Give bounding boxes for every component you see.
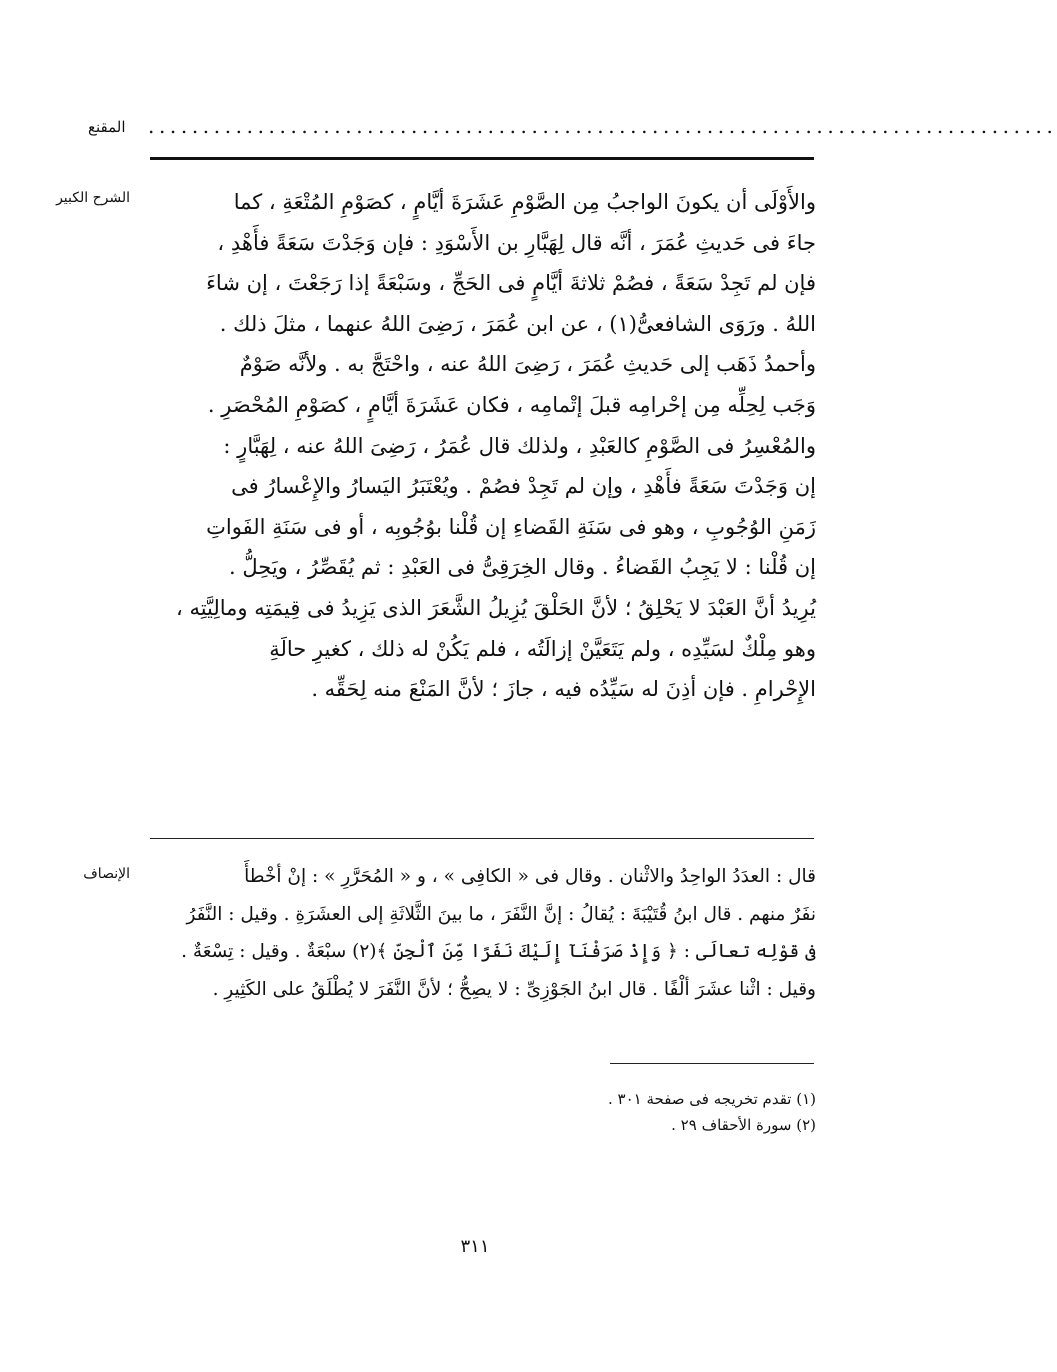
main-line: اللهُ . ورَوَى الشافعىُّ(١) ، عن ابن عُمَرَ ، رَضِىَ اللهُ عنهما ، مثلَ ذلك . xyxy=(219,311,816,336)
main-line: فإن لم تَجِدْ سَعَةً ، فصُمْ ثلاثةَ أيَّامٍ فى الحَجِّ ، وسَبْعَةً إذا رَجَعْتَ ، إن شاءَ xyxy=(206,271,816,296)
main-line: والمُعْسِرُ فى الصَّوْمِ كالعَبْدِ ، ولذلك قال عُمَرُ ، رَضِىَ اللهُ عنه ، لِهَبَّارٍ : xyxy=(223,433,816,458)
main-line: إن قُلْنا : لا يَجِبُ القَضاءُ . وقال الخِرَقِىُّ فى العَبْدِ : ثم يُقَصِّرُ ، ويَحِلُّ . xyxy=(229,555,816,580)
footnote-1: (١) تقدم تخريجه فى صفحة ٣٠١ . xyxy=(607,1090,816,1108)
running-header-title: المقنع xyxy=(88,118,126,136)
main-line: الإِحْرامِ . فإن أذِنَ له سَيِّدُه فيه ، جازَ ؛ لأنَّ المَنْعَ منه لِحَقِّه . xyxy=(311,677,816,702)
insaf-line: نفَرٌ منهم . قال ابنُ قُتَيْبَةَ : يُقالُ : إنَّ النَّفَرَ ، ما بينَ الثَّلاثَةِ إلى العشَرَةِ . وقيل : النَّفَرُ xyxy=(186,903,816,925)
main-line: إن وَجَدْتَ سَعَةً فأَهْدِ ، وإن لم تَجِدْ فصُمْ . ويُعْتَبَرُ اليَسارُ والإِعْسارُ فى xyxy=(231,474,816,499)
footnote-rule xyxy=(610,1063,814,1064)
footnote-2: (٢) سورة الأحقاف ٢٩ . xyxy=(671,1116,816,1134)
header-dotted-leader: ................................................................................... xyxy=(148,114,1057,138)
main-line: وَجَب لِحِلِّه مِن إحْرامِه قبلَ إتْمامِه ، فكان عَشَرَةَ أيَّامٍ ، كصَوْمِ المُحْصَرِ . xyxy=(207,392,816,417)
main-line: وأحمدُ ذَهَب إلى حَديثِ عُمَرَ ، رَضِىَ اللهُ عنه ، واحْتَجَّ به . ولأنَّه صَوْمٌ xyxy=(239,352,816,377)
insaf-text xyxy=(150,858,816,1008)
section-divider xyxy=(150,838,814,839)
main-line: وهو مِلْكٌ لسَيِّدِه ، ولم يَتَعَيَّنْ إزالَتُه ، فلم يَكُنْ له ذلك ، كغيرِ حالَةِ xyxy=(269,636,816,661)
footnotes xyxy=(420,1086,816,1138)
side-label-sharh: الشرح الكبير xyxy=(56,190,130,206)
main-line: والأَوْلَى أن يكونَ الواجبُ مِن الصَّوْمِ عَشَرَةَ أيَّامٍ ، كصَوْمِ المُتْعَةِ ، كما xyxy=(233,190,816,214)
main-commentary-text xyxy=(150,182,816,710)
insaf-line: وقيل : اثْنا عشَرَ ألْفًا . قال ابنُ الجَوْزِىِّ : لا يصِحُّ ؛ لأنَّ النَّفَرَ لا يُطْلَقُ على الكَثِيرِ . xyxy=(212,978,816,1000)
insaf-line: فى قوْلِه تعالَى : ﴿ وَإِذْ صَرَفْنَآ إِلَيْكَ نَفَرًا مِّنَ ٱلْجِنِّ ﴾(٢) سبْعَةٌ . وقيل : تِسْعَةٌ . xyxy=(181,941,816,962)
main-line: يُرِيدُ أنَّ العَبْدَ لا يَحْلِقُ ؛ لأنَّ الحَلْقَ يُزِيلُ الشَّعَرَ الذى يَزِيدُ فى قِيمَتِه ومالِيَّتِه ، xyxy=(176,595,816,620)
page-number: ٣١١ xyxy=(460,1236,490,1257)
insaf-line: قال : العدَدُ الواحِدُ والاثْنان . وقال فى « الكافِى » ، و « المُحَرَّرِ » : إنْ أخْطأَ xyxy=(244,866,816,887)
main-line: جاءَ فى حَديثِ عُمَرَ ، أنَّه قال لِهَبَّارِ بن الأَسْوَدِ : فإن وَجَدْتَ سَعَةً فأَهْدِ ، xyxy=(217,230,816,255)
header-rule xyxy=(150,157,814,160)
main-line: زَمَنِ الوُجُوبِ ، وهو فى سَنَةِ القَضاءِ إن قُلْنا بوُجُوبِه ، أو فى سَنَةِ الفَواتِ xyxy=(206,514,816,539)
side-label-insaf: الإنصاف xyxy=(83,866,130,882)
